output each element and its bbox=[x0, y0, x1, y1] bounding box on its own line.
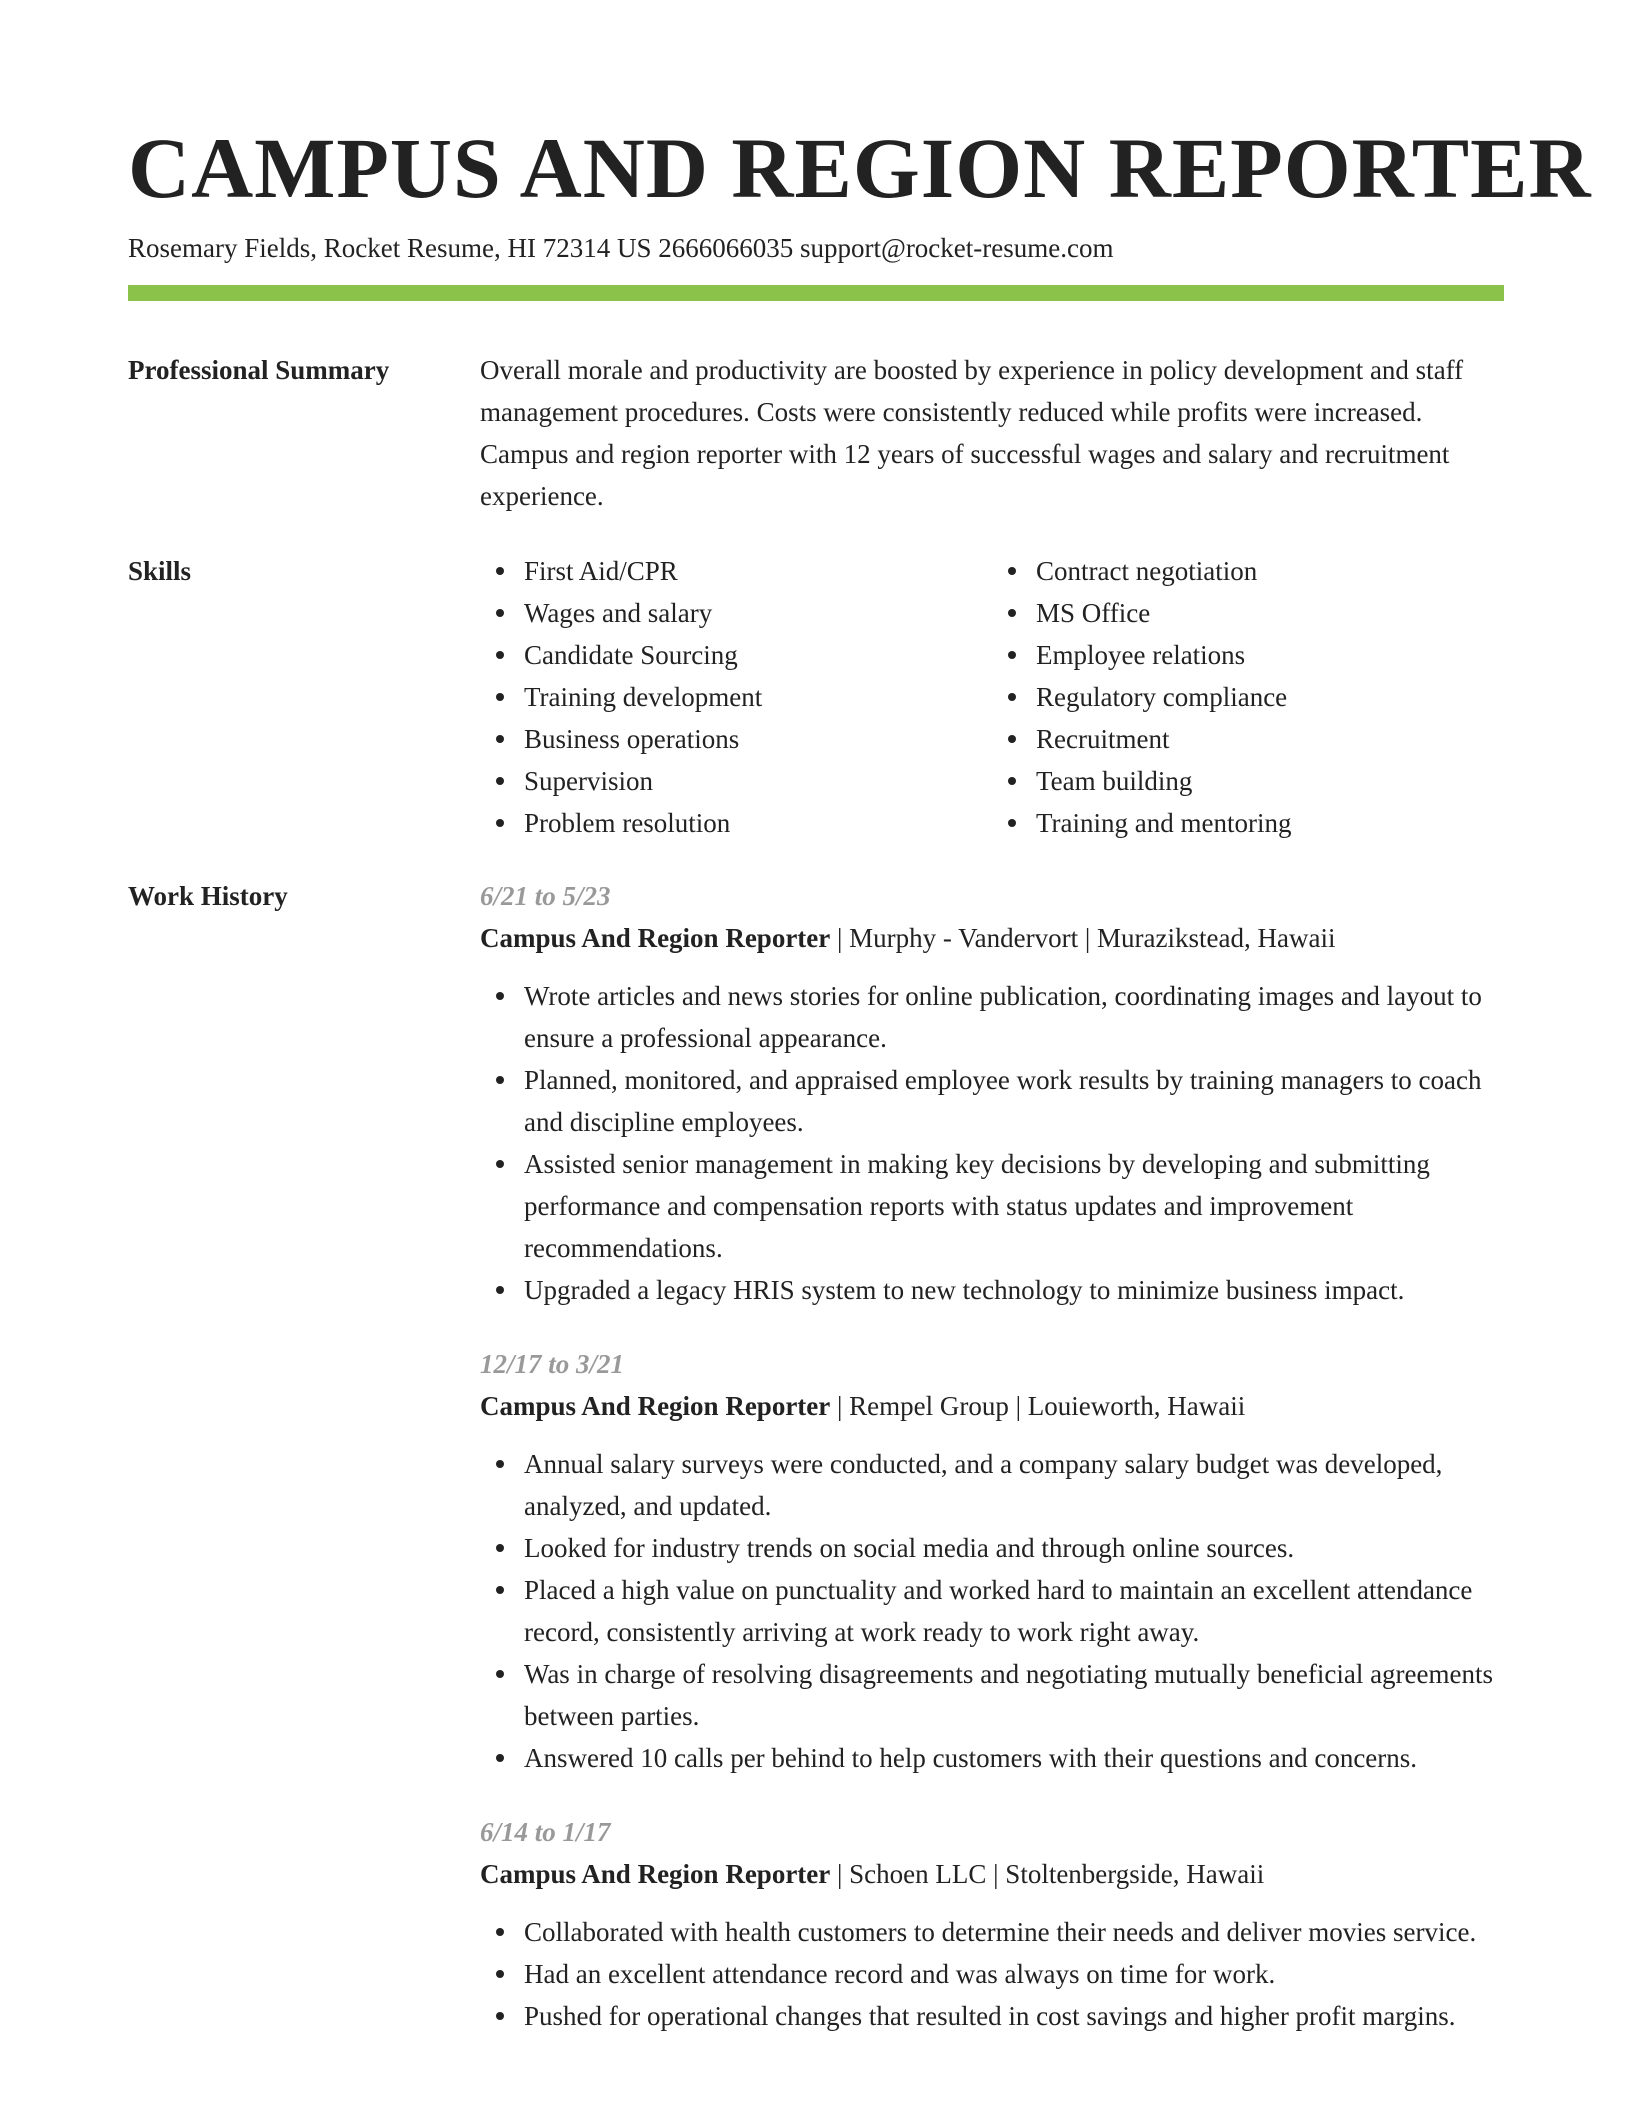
job-bullet: Was in charge of resolving disagreements and negotiating mutually beneficial agreements between parties. bbox=[524, 1653, 1504, 1737]
job-bullet: Upgraded a legacy HRIS system to new technology to minimize business impact. bbox=[524, 1269, 1504, 1311]
job-heading bbox=[480, 1385, 1504, 1427]
skill-item: Training and mentoring bbox=[1036, 802, 1504, 844]
job-dates: 6/14 to 1/17 bbox=[480, 1817, 611, 1847]
job-employer-location: | Murphy - Vandervort | Murazikstead, Hawaii bbox=[830, 923, 1336, 953]
section-label-work-history: Work History bbox=[128, 881, 288, 911]
contact-line: Rosemary Fields, Rocket Resume, HI 72314 US 2666066035 support@rocket-resume.com bbox=[128, 233, 1114, 263]
job-bullet: Had an excellent attendance record and was always on time for work. bbox=[524, 1953, 1504, 1995]
skills-columns bbox=[480, 550, 1504, 844]
job-bullet: Answered 10 calls per behind to help customers with their questions and concerns. bbox=[524, 1737, 1504, 1779]
skill-item: Business operations bbox=[524, 718, 992, 760]
job-dates: 12/17 to 3/21 bbox=[480, 1349, 625, 1379]
job-bullet: Planned, monitored, and appraised employee work results by training managers to coach and discipline employees. bbox=[524, 1059, 1504, 1143]
job-employer-location: | Rempel Group | Louieworth, Hawaii bbox=[830, 1391, 1246, 1421]
skill-item: Team building bbox=[1036, 760, 1504, 802]
job-entry bbox=[480, 1343, 1504, 1779]
skill-item: Regulatory compliance bbox=[1036, 676, 1504, 718]
job-dates: 6/21 to 5/23 bbox=[480, 881, 611, 911]
job-bullet: Placed a high value on punctuality and worked hard to maintain an excellent attendance record, consistently arriving at work ready to work right away. bbox=[524, 1569, 1504, 1653]
summary-body bbox=[480, 349, 1504, 517]
skill-item: First Aid/CPR bbox=[524, 550, 992, 592]
section-label-skills: Skills bbox=[128, 556, 192, 586]
section-label-summary: Professional Summary bbox=[128, 355, 390, 385]
skill-item: Wages and salary bbox=[524, 592, 992, 634]
skill-item: MS Office bbox=[1036, 592, 1504, 634]
job-title: Campus And Region Reporter bbox=[480, 1391, 831, 1421]
job-bullet: Wrote articles and news stories for online publication, coordinating images and layout to ensure a professional appearance. bbox=[524, 975, 1504, 1059]
job-title: Campus And Region Reporter bbox=[480, 923, 831, 953]
job-heading bbox=[480, 1853, 1504, 1895]
job-bullets bbox=[480, 1911, 1504, 2037]
job-bullet: Assisted senior management in making key decisions by developing and submitting performance and compensation reports with status updates and improvement recommendations. bbox=[524, 1143, 1504, 1269]
job-entry bbox=[480, 1811, 1504, 2037]
job-employer-location: | Schoen LLC | Stoltenbergside, Hawaii bbox=[830, 1859, 1265, 1889]
job-bullet: Annual salary surveys were conducted, and a company salary budget was developed, analyzed, and updated. bbox=[524, 1443, 1504, 1527]
summary-text: Overall morale and productivity are boosted by experience in policy development and staff management procedures. Costs were consistently reduced while profits were increased. Campus and region reporter with 12 years of successful wages and salary and recruitment experience. bbox=[480, 355, 1464, 511]
job-bullet: Collaborated with health customers to determine their needs and deliver movies service. bbox=[524, 1911, 1504, 1953]
work-history-body bbox=[480, 875, 1504, 2069]
header-divider bbox=[128, 285, 1504, 301]
resume-header bbox=[128, 118, 1592, 266]
job-bullets bbox=[480, 975, 1504, 1311]
skill-item: Candidate Sourcing bbox=[524, 634, 992, 676]
job-heading bbox=[480, 917, 1504, 959]
skills-left-list bbox=[480, 550, 992, 844]
candidate-title: CAMPUS AND REGION REPORTER bbox=[128, 120, 1592, 216]
skill-item: Training development bbox=[524, 676, 992, 718]
skill-item: Contract negotiation bbox=[1036, 550, 1504, 592]
job-entry bbox=[480, 875, 1504, 1311]
skill-item: Problem resolution bbox=[524, 802, 992, 844]
skills-body bbox=[480, 550, 1504, 844]
skill-item: Supervision bbox=[524, 760, 992, 802]
skills-right-list bbox=[992, 550, 1504, 844]
job-title: Campus And Region Reporter bbox=[480, 1859, 831, 1889]
job-bullets bbox=[480, 1443, 1504, 1779]
skill-item: Employee relations bbox=[1036, 634, 1504, 676]
job-bullet: Looked for industry trends on social media and through online sources. bbox=[524, 1527, 1504, 1569]
skill-item: Recruitment bbox=[1036, 718, 1504, 760]
job-bullet: Pushed for operational changes that resulted in cost savings and higher profit margins. bbox=[524, 1995, 1504, 2037]
